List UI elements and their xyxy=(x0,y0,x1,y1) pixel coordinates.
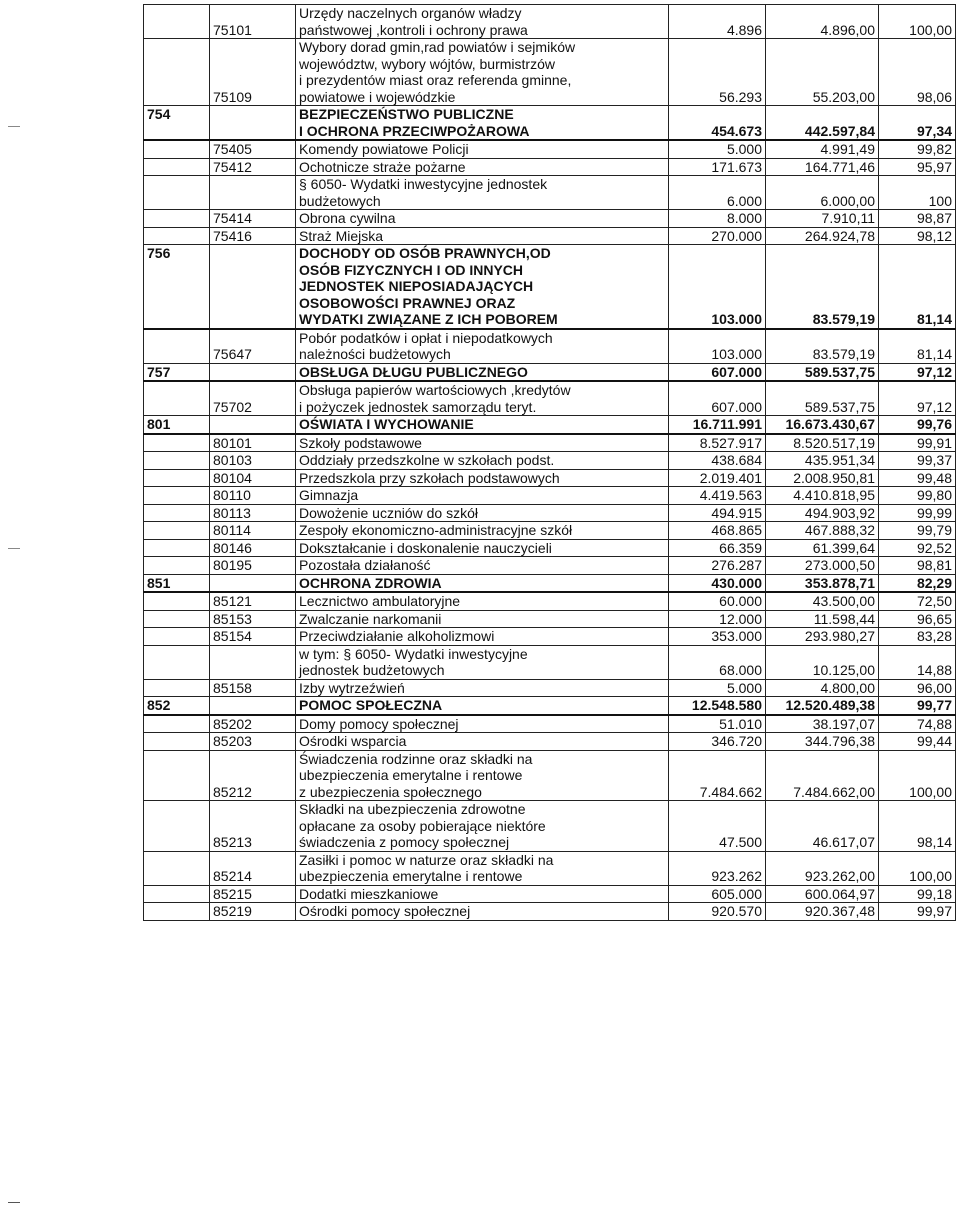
execution-percent-cell: 100,00 xyxy=(879,750,956,801)
division-code-cell xyxy=(144,645,210,679)
section-code-cell: 85158 xyxy=(210,679,296,697)
division-code-cell xyxy=(144,158,210,176)
table-row xyxy=(144,158,956,176)
table-row xyxy=(144,801,956,852)
executed-amount-cell: 923.262,00 xyxy=(766,851,879,885)
section-code-cell: 85213 xyxy=(210,801,296,852)
division-code-cell: 757 xyxy=(144,363,210,381)
division-code-cell xyxy=(144,504,210,522)
executed-amount-cell: 83.579,19 xyxy=(766,245,879,329)
execution-percent-cell: 83,28 xyxy=(879,628,956,646)
executed-amount-cell: 4.991,49 xyxy=(766,140,879,158)
section-code-cell: 75109 xyxy=(210,39,296,106)
margin-mark xyxy=(8,548,20,549)
table-row xyxy=(144,245,956,329)
description-cell: DOCHODY OD OSÓB PRAWNYCH,OD OSÓB FIZYCZNYCH I OD INNYCH JEDNOSTEK NIEPOSIADAJĄCYCH OSOBOWOŚCI PRAWNEJ ORAZ WYDATKI ZWIĄZANE Z ICH POBOREM xyxy=(296,245,669,329)
execution-percent-cell: 99,18 xyxy=(879,885,956,903)
plan-amount-cell: 920.570 xyxy=(669,903,766,921)
execution-percent-cell: 96,65 xyxy=(879,610,956,628)
description-cell: Oddziały przedszkolne w szkołach podst. xyxy=(296,452,669,470)
plan-amount-cell: 276.287 xyxy=(669,557,766,575)
plan-amount-cell: 923.262 xyxy=(669,851,766,885)
table-row xyxy=(144,610,956,628)
margin-mark xyxy=(8,1202,20,1203)
table-row xyxy=(144,557,956,575)
division-code-cell: 801 xyxy=(144,416,210,434)
table-row xyxy=(144,329,956,364)
table-row xyxy=(144,452,956,470)
executed-amount-cell: 353.878,71 xyxy=(766,574,879,592)
description-cell: Przedszkola przy szkołach podstawowych xyxy=(296,469,669,487)
table-row xyxy=(144,469,956,487)
execution-percent-cell: 92,52 xyxy=(879,539,956,557)
table-row xyxy=(144,697,956,715)
division-code-cell xyxy=(144,750,210,801)
description-cell: Komendy powiatowe Policji xyxy=(296,140,669,158)
division-code-cell xyxy=(144,434,210,452)
division-code-cell xyxy=(144,469,210,487)
executed-amount-cell: 293.980,27 xyxy=(766,628,879,646)
plan-amount-cell: 438.684 xyxy=(669,452,766,470)
executed-amount-cell: 273.000,50 xyxy=(766,557,879,575)
executed-amount-cell: 7.484.662,00 xyxy=(766,750,879,801)
plan-amount-cell: 454.673 xyxy=(669,106,766,141)
executed-amount-cell: 589.537,75 xyxy=(766,381,879,416)
division-code-cell xyxy=(144,176,210,210)
executed-amount-cell: 600.064,97 xyxy=(766,885,879,903)
description-cell: Ośrodki pomocy społecznej xyxy=(296,903,669,921)
plan-amount-cell: 16.711.991 xyxy=(669,416,766,434)
plan-amount-cell: 12.548.580 xyxy=(669,697,766,715)
division-code-cell xyxy=(144,557,210,575)
description-cell: OBSŁUGA DŁUGU PUBLICZNEGO xyxy=(296,363,669,381)
division-code-cell xyxy=(144,733,210,751)
execution-percent-cell: 81,14 xyxy=(879,245,956,329)
description-cell: Obsługa papierów wartościowych ,kredytów i pożyczek jednostek samorządu teryt. xyxy=(296,381,669,416)
executed-amount-cell: 8.520.517,19 xyxy=(766,434,879,452)
executed-amount-cell: 4.896,00 xyxy=(766,5,879,39)
division-code-cell: 754 xyxy=(144,106,210,141)
description-cell: BEZPIECZEŃSTWO PUBLICZNE I OCHRONA PRZECIWPOŻAROWA xyxy=(296,106,669,141)
executed-amount-cell: 2.008.950,81 xyxy=(766,469,879,487)
executed-amount-cell: 16.673.430,67 xyxy=(766,416,879,434)
execution-percent-cell: 98,14 xyxy=(879,801,956,852)
section-code-cell xyxy=(210,106,296,141)
section-code-cell: 80110 xyxy=(210,487,296,505)
table-row xyxy=(144,522,956,540)
description-cell: Dowożenie uczniów do szkół xyxy=(296,504,669,522)
execution-percent-cell: 74,88 xyxy=(879,715,956,733)
execution-percent-cell: 98,06 xyxy=(879,39,956,106)
plan-amount-cell: 56.293 xyxy=(669,39,766,106)
division-code-cell xyxy=(144,679,210,697)
section-code-cell xyxy=(210,363,296,381)
section-code-cell: 80195 xyxy=(210,557,296,575)
description-cell: Lecznictwo ambulatoryjne xyxy=(296,592,669,610)
plan-amount-cell: 346.720 xyxy=(669,733,766,751)
table-row xyxy=(144,434,956,452)
division-code-cell xyxy=(144,140,210,158)
execution-percent-cell: 100,00 xyxy=(879,851,956,885)
description-cell: Zespoły ekonomiczno-administracyjne szkół xyxy=(296,522,669,540)
division-code-cell: 756 xyxy=(144,245,210,329)
plan-amount-cell: 5.000 xyxy=(669,679,766,697)
section-code-cell: 80146 xyxy=(210,539,296,557)
executed-amount-cell: 589.537,75 xyxy=(766,363,879,381)
division-code-cell xyxy=(144,210,210,228)
description-cell: Przeciwdziałanie alkoholizmowi xyxy=(296,628,669,646)
section-code-cell: 80104 xyxy=(210,469,296,487)
execution-percent-cell: 97,34 xyxy=(879,106,956,141)
section-code-cell: 85219 xyxy=(210,903,296,921)
execution-percent-cell: 72,50 xyxy=(879,592,956,610)
table-row xyxy=(144,903,956,921)
plan-amount-cell: 2.019.401 xyxy=(669,469,766,487)
execution-percent-cell: 81,14 xyxy=(879,329,956,364)
plan-amount-cell: 66.359 xyxy=(669,539,766,557)
description-cell: POMOC SPOŁECZNA xyxy=(296,697,669,715)
table-row xyxy=(144,750,956,801)
execution-percent-cell: 96,00 xyxy=(879,679,956,697)
executed-amount-cell: 344.796,38 xyxy=(766,733,879,751)
section-code-cell: 80103 xyxy=(210,452,296,470)
table-row xyxy=(144,851,956,885)
executed-amount-cell: 4.800,00 xyxy=(766,679,879,697)
section-code-cell: 80101 xyxy=(210,434,296,452)
section-code-cell xyxy=(210,697,296,715)
execution-percent-cell: 14,88 xyxy=(879,645,956,679)
executed-amount-cell: 4.410.818,95 xyxy=(766,487,879,505)
section-code-cell: 85154 xyxy=(210,628,296,646)
description-cell: Obrona cywilna xyxy=(296,210,669,228)
plan-amount-cell: 430.000 xyxy=(669,574,766,592)
table-row xyxy=(144,363,956,381)
executed-amount-cell: 55.203,00 xyxy=(766,39,879,106)
description-cell: Zasiłki i pomoc w naturze oraz składki na ubezpieczenia emerytalne i rentowe xyxy=(296,851,669,885)
section-code-cell xyxy=(210,574,296,592)
section-code-cell: 75101 xyxy=(210,5,296,39)
execution-percent-cell: 99,91 xyxy=(879,434,956,452)
description-cell: Straż Miejska xyxy=(296,227,669,245)
table-row xyxy=(144,106,956,141)
table-row xyxy=(144,715,956,733)
plan-amount-cell: 47.500 xyxy=(669,801,766,852)
executed-amount-cell: 43.500,00 xyxy=(766,592,879,610)
table-row xyxy=(144,885,956,903)
section-code-cell: 85153 xyxy=(210,610,296,628)
division-code-cell xyxy=(144,903,210,921)
table-row xyxy=(144,628,956,646)
table-row xyxy=(144,140,956,158)
division-code-cell xyxy=(144,381,210,416)
section-code-cell: 75416 xyxy=(210,227,296,245)
division-code-cell xyxy=(144,487,210,505)
description-cell: § 6050- Wydatki inwestycyjne jednostek budżetowych xyxy=(296,176,669,210)
plan-amount-cell: 6.000 xyxy=(669,176,766,210)
executed-amount-cell: 7.910,11 xyxy=(766,210,879,228)
table-row xyxy=(144,733,956,751)
execution-percent-cell: 100,00 xyxy=(879,5,956,39)
execution-percent-cell: 99,77 xyxy=(879,697,956,715)
execution-percent-cell: 99,82 xyxy=(879,140,956,158)
section-code-cell: 75412 xyxy=(210,158,296,176)
executed-amount-cell: 435.951,34 xyxy=(766,452,879,470)
plan-amount-cell: 8.527.917 xyxy=(669,434,766,452)
description-cell: Składki na ubezpieczenia zdrowotne opłacane za osoby pobierające niektóre świadczenia z pomocy społecznej xyxy=(296,801,669,852)
description-cell: Świadczenia rodzinne oraz składki na ubezpieczenia emerytalne i rentowe z ubezpieczenia społecznego xyxy=(296,750,669,801)
executed-amount-cell: 920.367,48 xyxy=(766,903,879,921)
description-cell: Wybory dorad gmin,rad powiatów i sejmików województw, wybory wójtów, burmistrzów i prezydentów miast oraz referenda gminne, powiatowe i wojewódzkie xyxy=(296,39,669,106)
table-row xyxy=(144,574,956,592)
plan-amount-cell: 103.000 xyxy=(669,329,766,364)
plan-amount-cell: 60.000 xyxy=(669,592,766,610)
division-code-cell xyxy=(144,5,210,39)
execution-percent-cell: 99,97 xyxy=(879,903,956,921)
plan-amount-cell: 468.865 xyxy=(669,522,766,540)
executed-amount-cell: 467.888,32 xyxy=(766,522,879,540)
table-row xyxy=(144,539,956,557)
table-row xyxy=(144,5,956,39)
description-cell: Ośrodki wsparcia xyxy=(296,733,669,751)
table-row xyxy=(144,416,956,434)
division-code-cell xyxy=(144,39,210,106)
executed-amount-cell: 164.771,46 xyxy=(766,158,879,176)
budget-expenditure-table xyxy=(143,4,956,921)
execution-percent-cell: 99,44 xyxy=(879,733,956,751)
plan-amount-cell: 353.000 xyxy=(669,628,766,646)
section-code-cell: 80113 xyxy=(210,504,296,522)
section-code-cell: 80114 xyxy=(210,522,296,540)
execution-percent-cell: 98,87 xyxy=(879,210,956,228)
division-code-cell xyxy=(144,522,210,540)
execution-percent-cell: 99,48 xyxy=(879,469,956,487)
table-row xyxy=(144,504,956,522)
plan-amount-cell: 103.000 xyxy=(669,245,766,329)
plan-amount-cell: 8.000 xyxy=(669,210,766,228)
executed-amount-cell: 11.598,44 xyxy=(766,610,879,628)
plan-amount-cell: 4.896 xyxy=(669,5,766,39)
division-code-cell: 851 xyxy=(144,574,210,592)
plan-amount-cell: 607.000 xyxy=(669,363,766,381)
description-cell: Pozostała działaność xyxy=(296,557,669,575)
section-code-cell: 75405 xyxy=(210,140,296,158)
section-code-cell: 75414 xyxy=(210,210,296,228)
table-row xyxy=(144,381,956,416)
plan-amount-cell: 12.000 xyxy=(669,610,766,628)
section-code-cell: 85202 xyxy=(210,715,296,733)
execution-percent-cell: 97,12 xyxy=(879,381,956,416)
executed-amount-cell: 264.924,78 xyxy=(766,227,879,245)
executed-amount-cell: 46.617,07 xyxy=(766,801,879,852)
description-cell: Izby wytrzeźwień xyxy=(296,679,669,697)
section-code-cell xyxy=(210,176,296,210)
table-row xyxy=(144,487,956,505)
description-cell: OŚWIATA I WYCHOWANIE xyxy=(296,416,669,434)
division-code-cell xyxy=(144,715,210,733)
section-code-cell xyxy=(210,245,296,329)
description-cell: w tym: § 6050- Wydatki inwestycyjne jednostek budżetowych xyxy=(296,645,669,679)
section-code-cell: 75647 xyxy=(210,329,296,364)
section-code-cell: 85214 xyxy=(210,851,296,885)
division-code-cell xyxy=(144,851,210,885)
plan-amount-cell: 4.419.563 xyxy=(669,487,766,505)
execution-percent-cell: 100 xyxy=(879,176,956,210)
division-code-cell xyxy=(144,539,210,557)
execution-percent-cell: 97,12 xyxy=(879,363,956,381)
division-code-cell xyxy=(144,801,210,852)
plan-amount-cell: 171.673 xyxy=(669,158,766,176)
plan-amount-cell: 51.010 xyxy=(669,715,766,733)
division-code-cell xyxy=(144,452,210,470)
execution-percent-cell: 99,80 xyxy=(879,487,956,505)
executed-amount-cell: 10.125,00 xyxy=(766,645,879,679)
execution-percent-cell: 98,81 xyxy=(879,557,956,575)
table-row xyxy=(144,39,956,106)
section-code-cell: 85121 xyxy=(210,592,296,610)
plan-amount-cell: 605.000 xyxy=(669,885,766,903)
execution-percent-cell: 99,99 xyxy=(879,504,956,522)
execution-percent-cell: 82,29 xyxy=(879,574,956,592)
table-row xyxy=(144,645,956,679)
executed-amount-cell: 494.903,92 xyxy=(766,504,879,522)
table-row xyxy=(144,227,956,245)
execution-percent-cell: 98,12 xyxy=(879,227,956,245)
execution-percent-cell: 99,76 xyxy=(879,416,956,434)
plan-amount-cell: 68.000 xyxy=(669,645,766,679)
plan-amount-cell: 494.915 xyxy=(669,504,766,522)
execution-percent-cell: 95,97 xyxy=(879,158,956,176)
plan-amount-cell: 7.484.662 xyxy=(669,750,766,801)
description-cell: Gimnazja xyxy=(296,487,669,505)
description-cell: Pobór podatków i opłat i niepodatkowych należności budżetowych xyxy=(296,329,669,364)
description-cell: Szkoły podstawowe xyxy=(296,434,669,452)
execution-percent-cell: 99,37 xyxy=(879,452,956,470)
executed-amount-cell: 442.597,84 xyxy=(766,106,879,141)
executed-amount-cell: 12.520.489,38 xyxy=(766,697,879,715)
section-code-cell: 85203 xyxy=(210,733,296,751)
description-cell: Urzędy naczelnych organów władzy państwowej ,kontroli i ochrony prawa xyxy=(296,5,669,39)
table-row xyxy=(144,592,956,610)
description-cell: Dodatki mieszkaniowe xyxy=(296,885,669,903)
plan-amount-cell: 607.000 xyxy=(669,381,766,416)
division-code-cell xyxy=(144,885,210,903)
table-row xyxy=(144,679,956,697)
executed-amount-cell: 6.000,00 xyxy=(766,176,879,210)
division-code-cell xyxy=(144,628,210,646)
description-cell: Ochotnicze straże pożarne xyxy=(296,158,669,176)
section-code-cell: 85215 xyxy=(210,885,296,903)
division-code-cell xyxy=(144,329,210,364)
description-cell: Zwalczanie narkomanii xyxy=(296,610,669,628)
execution-percent-cell: 99,79 xyxy=(879,522,956,540)
table-row xyxy=(144,210,956,228)
plan-amount-cell: 5.000 xyxy=(669,140,766,158)
description-cell: Domy pomocy społecznej xyxy=(296,715,669,733)
division-code-cell xyxy=(144,227,210,245)
section-code-cell: 85212 xyxy=(210,750,296,801)
section-code-cell xyxy=(210,416,296,434)
executed-amount-cell: 38.197,07 xyxy=(766,715,879,733)
division-code-cell xyxy=(144,592,210,610)
section-code-cell xyxy=(210,645,296,679)
description-cell: OCHRONA ZDROWIA xyxy=(296,574,669,592)
plan-amount-cell: 270.000 xyxy=(669,227,766,245)
division-code-cell xyxy=(144,610,210,628)
executed-amount-cell: 83.579,19 xyxy=(766,329,879,364)
division-code-cell: 852 xyxy=(144,697,210,715)
table-row xyxy=(144,176,956,210)
executed-amount-cell: 61.399,64 xyxy=(766,539,879,557)
description-cell: Dokształcanie i doskonalenie nauczycieli xyxy=(296,539,669,557)
margin-mark xyxy=(8,126,20,127)
section-code-cell: 75702 xyxy=(210,381,296,416)
